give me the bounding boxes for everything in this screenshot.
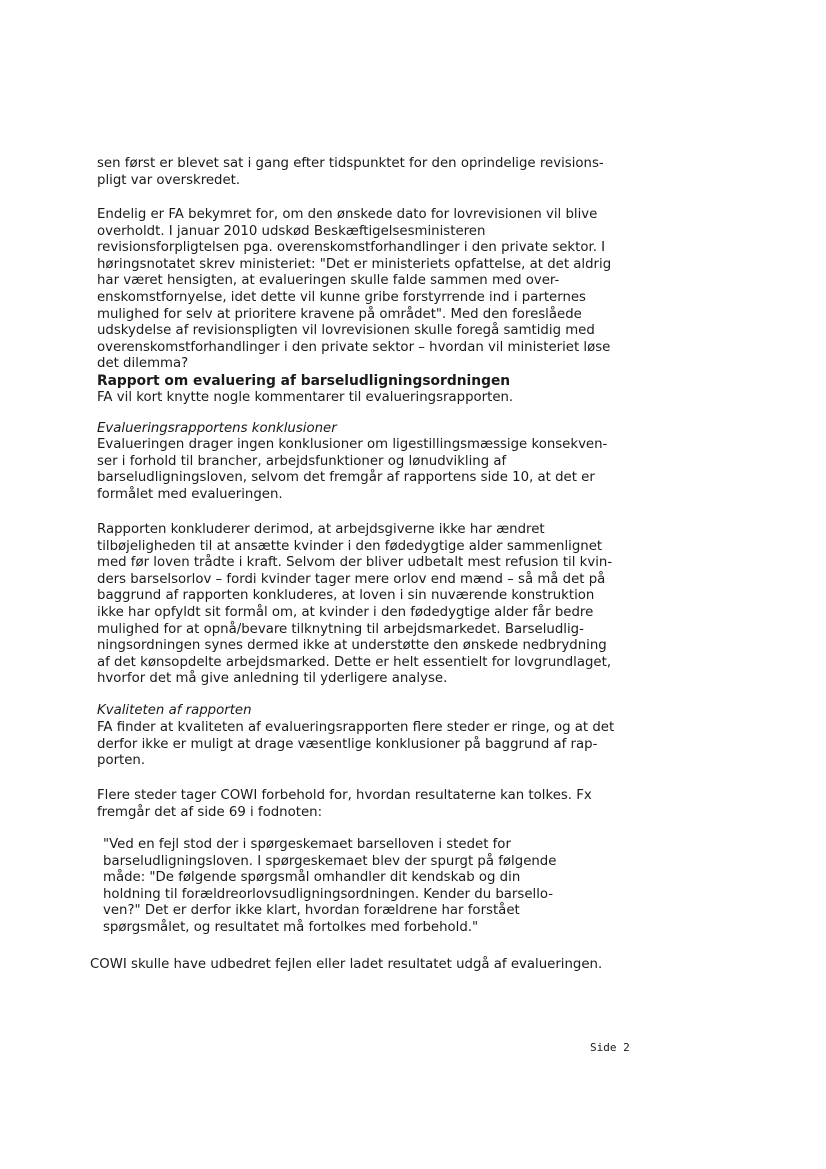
text-line: overholdt. I januar 2010 udskød Beskæftigelsesministeren bbox=[97, 223, 486, 239]
text-line: udskydelse af revisionspligten vil lovrevisionen skulle foregå samtidig med bbox=[97, 323, 595, 339]
paragraph-conclusions bbox=[97, 437, 607, 503]
section-heading: Rapport om evaluering af barseludligningsordningen bbox=[97, 373, 511, 389]
text-line: mulighed for selv at prioritere kravene på området". Med den foreslåede bbox=[97, 306, 582, 322]
text-line: Flere steder tager COWI forbehold for, hvordan resultaterne kan tolkes. Fx bbox=[97, 788, 592, 803]
text-line: spørgsmålet, og resultatet må fortolkes med forbehold." bbox=[103, 919, 479, 935]
paragraph-cowi bbox=[90, 957, 602, 974]
text-line: ikke har opfyldt sit formål om, at kvinder i den fødedygtige alder får bedre bbox=[97, 604, 594, 620]
paragraph-concern bbox=[97, 207, 611, 373]
text-line: Evalueringen drager ingen konklusioner om ligestillingsmæssige konsekven- bbox=[97, 437, 608, 452]
paragraph-report-conclusion bbox=[97, 522, 612, 688]
text-line: porten. bbox=[97, 753, 146, 769]
text-line: sen først er blevet sat i gang efter tidspunktet for den oprindelige revisions- bbox=[97, 156, 604, 171]
text-line: baggrund af rapporten konkluderes, at loven i sin nuværende konstruktion bbox=[97, 588, 595, 604]
subheading-conclusions: Evalueringsrapportens konklusioner bbox=[97, 421, 337, 436]
paragraph-intro bbox=[97, 390, 513, 407]
text-line: overenskomstforhandlinger i den private sektor – hvordan vil ministeriet løse bbox=[97, 339, 611, 355]
text-line: tilbøjeligheden til at ansætte kvinder i den fødedygtige alder sammenlignet bbox=[97, 538, 603, 554]
text-line: "Ved en fejl stod der i spørgeskemaet barselloven i stedet for bbox=[103, 837, 511, 852]
text-line: det dilemma? bbox=[97, 356, 189, 372]
text-line: fremgår det af side 69 i fodnoten: bbox=[97, 804, 323, 820]
text-line: barseludligningsloven. I spørgeskemaet blev der spurgt på følgende bbox=[103, 853, 557, 869]
text-line: formålet med evalueringen. bbox=[97, 486, 283, 502]
text-line: ningsordningen synes dermed ikke at understøtte den ønskede nedbrydning bbox=[97, 638, 607, 654]
page-number: Side 2 bbox=[590, 1041, 630, 1054]
text-line: ders barselsorlov – fordi kvinder tager mere orlov end mænd – så må det på bbox=[97, 571, 606, 587]
text-line: hvorfor det må give anledning til yderligere analyse. bbox=[97, 671, 448, 687]
text-line: barseludligningsloven, selvom det fremgår af rapportens side 10, at det er bbox=[97, 470, 595, 486]
text-line: måde: "De følgende spørgsmål omhandler dit kendskab og din bbox=[103, 870, 521, 886]
text-line: ser i forhold til brancher, arbejdsfunktioner og lønudvikling af bbox=[97, 453, 507, 469]
subheading-quality: Kvaliteten af rapporten bbox=[97, 703, 252, 718]
text-line: holdning til forældreorlovsudligningsordningen. Kender du barsello- bbox=[103, 886, 554, 902]
text-line: med før loven trådte i kraft. Selvom der bliver udbetalt mest refusion til kvin- bbox=[97, 555, 613, 571]
text-line: ven?" Det er derfor ikke klart, hvordan forældrene har forstået bbox=[103, 903, 520, 919]
paragraph-quality bbox=[97, 720, 614, 770]
text-line: enskomstfornyelse, idet dette vil kunne gribe forstyrrende ind i parternes bbox=[97, 289, 586, 305]
text-line: FA finder at kvaliteten af evalueringsrapporten flere steder er ringe, og at det bbox=[97, 720, 615, 735]
text-line: Endelig er FA bekymret for, om den ønskede dato for lovrevisionen vil blive bbox=[97, 207, 598, 222]
text-line: revisionsforpligtelsen pga. overenskomstforhandlinger i den private sektor. I bbox=[97, 240, 606, 256]
text-line: høringsnotatet skrev ministeriet: "Det er ministeriets opfattelse, at det aldrig bbox=[97, 256, 612, 272]
text-line: derfor ikke er muligt at drage væsentlige konklusioner på baggrund af rap- bbox=[97, 736, 598, 752]
paragraph-reservations bbox=[97, 788, 592, 821]
text-line: FA vil kort knytte nogle kommentarer til evalueringsrapporten. bbox=[97, 390, 514, 405]
paragraph-continuation bbox=[97, 156, 604, 189]
text-line: af det kønsopdelte arbejdsmarked. Dette er helt essentielt for lovgrundlaget, bbox=[97, 654, 612, 670]
text-line: COWI skulle have udbedret fejlen eller ladet resultatet udgå af evalueringen. bbox=[90, 957, 603, 972]
text-line: har været hensigten, at evalueringen skulle falde sammen med over- bbox=[97, 273, 560, 289]
block-quote bbox=[103, 837, 556, 937]
text-line: Rapporten konkluderer derimod, at arbejdsgiverne ikke har ændret bbox=[97, 522, 545, 537]
text-line: pligt var overskredet. bbox=[97, 172, 241, 188]
text-line: mulighed for at opnå/bevare tilknytning til arbejdsmarkedet. Barseludlig- bbox=[97, 621, 584, 637]
